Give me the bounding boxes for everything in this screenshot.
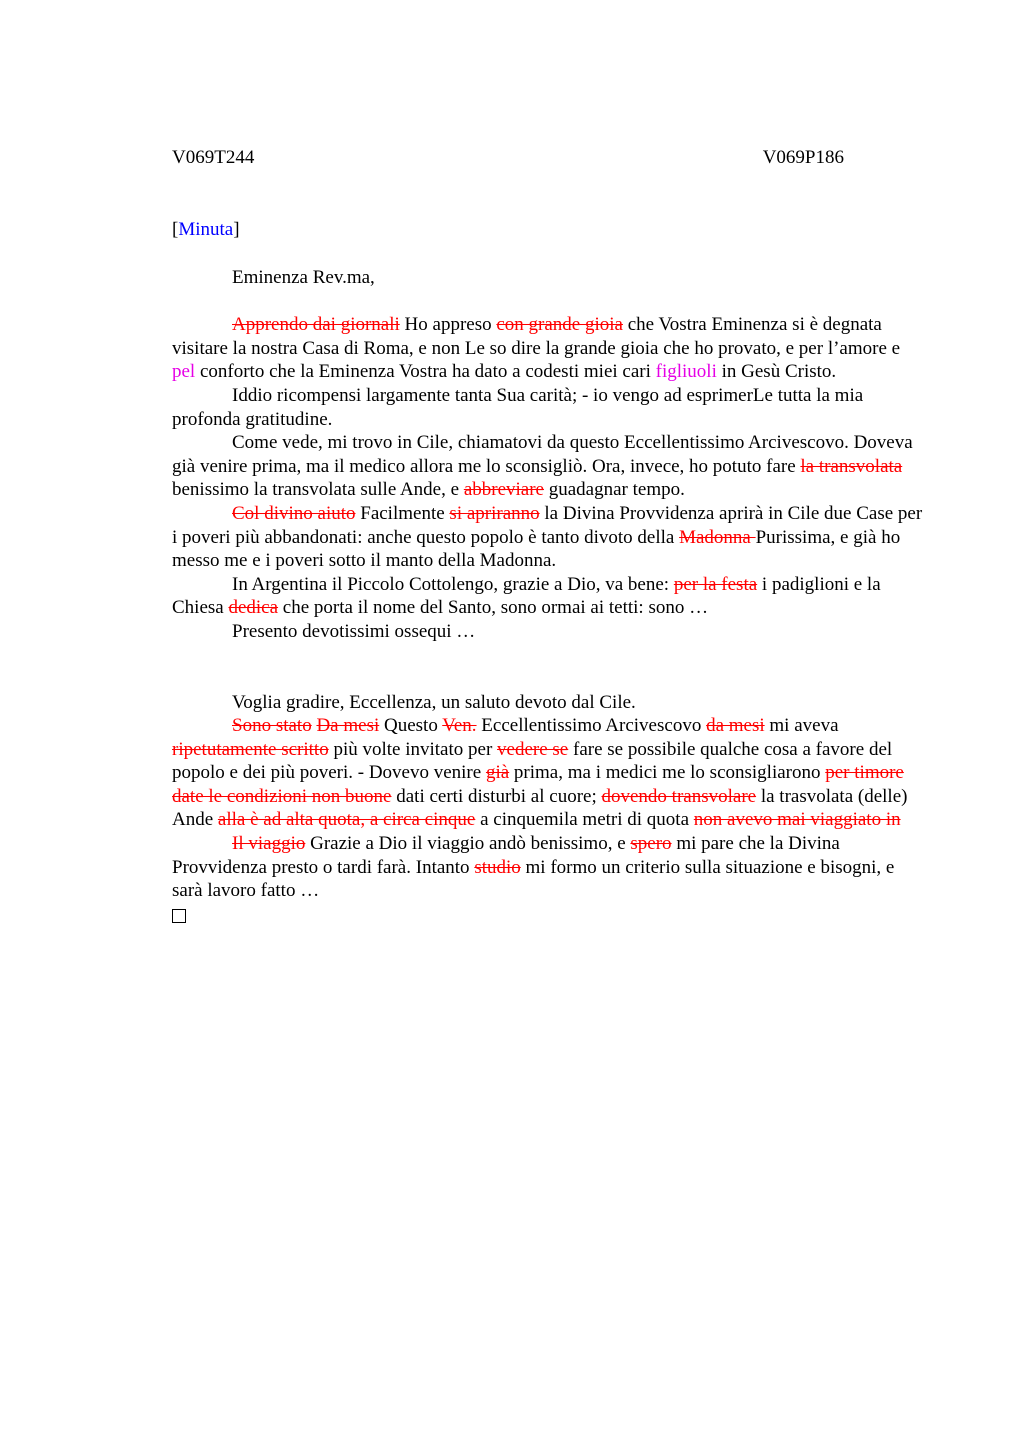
deleted-text: dovendo transvolare [601,785,757,807]
paragraph: Col divino aiuto Facilmente si apriranno la Divina Provvidenza aprirà in Cile due Case per i poveri più abbandonati: anche questo popolo è tanto divoto della Madonna Purissima, e già ho messo me e i poveri sotto il manto della Madonna. [172,502,923,572]
deleted-text: Da mesi [316,715,380,737]
deleted-text: per timore [825,762,904,784]
deleted-text: ripetutamente scritto [172,738,329,760]
deleted-text: Col divino aiuto [232,502,356,524]
highlighted-word: figliuoli [655,361,717,383]
paragraph: In Argentina il Piccolo Cottolengo, grazie a Dio, va bene: per la festa i padiglioni e la Chiesa dedica che porta il nome del Santo, sono ormai ai tetti: sono … [172,573,881,619]
salutation: Eminenza Rev.ma, [232,266,375,288]
deleted-text: la transvolata [800,455,903,477]
letter-body [172,218,924,929]
deleted-text: vedere se [497,738,569,760]
deleted-text: Il viaggio [232,833,306,855]
document-code-left: V069T244 [172,147,255,168]
minuta-label: [Minuta] [172,219,240,240]
deleted-text: si apriranno [449,502,540,524]
deleted-text: dedica [228,597,279,619]
deleted-text: spero [630,833,672,855]
closing-line: Presento devotissimi ossequi … [232,620,476,642]
square-box-icon [172,903,924,930]
deleted-text: studio [474,856,521,878]
deleted-text: date le condizioni non buone [172,785,392,807]
deleted-text: Sono stato [232,715,312,737]
deleted-text: già [485,762,510,784]
paragraph: Come vede, mi trovo in Cile, chiamatovi da questo Eccellentissimo Arcivescovo. Doveva già venire prima, ma il medico allora me lo sconsigliò. Ora, invece, ho potuto fare la transvolata benissimo la transvolata sulle Ande, e abbreviare guadagnar tempo. [172,432,913,501]
highlighted-word: pel [172,361,196,383]
deleted-text: Apprendo dai giornali [232,314,400,336]
header-codes [172,146,844,170]
minuta-label-text: Minuta [178,219,234,240]
paragraph: Il viaggio Grazie a Dio il viaggio andò benissimo, e spero mi pare che la Divina Provvidenza presto o tardi farà. Intanto studio mi formo un criterio sulla situazione e bisogni, e sarà lavoro fatto … [172,833,895,902]
deleted-text: con grande gioia [496,314,623,336]
page-code-right: V069P186 [762,147,844,168]
deleted-text: Ven. [442,715,477,737]
paragraph: Sono stato Da mesi Questo Ven. Eccellentissimo Arcivescovo da mesi mi aveva ripetutamente scritto più volte invitato per vedere se fare se possibile qualche cosa a favore del popolo e dei più poveri. - Dovevo venire già prima, ma i medici me lo sconsigliarono per timore date le condizioni non buone dati certi disturbi al cuore; dovendo transvolare la trasvolata (delle) Ande alla è ad alta quota, a circa cinque a cinquemila metri di quota non avevo mai viaggiato in [172,715,908,831]
deleted-text: da mesi [706,715,765,737]
paragraph: Iddio ricompensi largamente tanta Sua carità; - io vengo ad esprimerLe tutta la mia profonda gratitudine. [172,384,864,430]
deleted-text: abbreviare [463,479,544,501]
deleted-text: alla è ad alta quota, a circa cinque [217,809,476,831]
deleted-text: Madonna [679,526,756,548]
paragraph: Voglia gradire, Eccellenza, un saluto devoto dal Cile. [232,691,636,713]
deleted-text: per la festa [673,573,758,595]
deleted-text: non avevo mai viaggiato in [693,809,901,831]
paragraph: Apprendo dai giornali Ho appreso con grande gioia che Vostra Eminenza si è degnata visitare la nostra Casa di Roma, e non Le so dire la grande gioia che ho provato, e per l’amore e pel conforto che la Eminenza Vostra ha dato a codesti miei cari figliuoli in Gesù Cristo. [172,314,901,383]
